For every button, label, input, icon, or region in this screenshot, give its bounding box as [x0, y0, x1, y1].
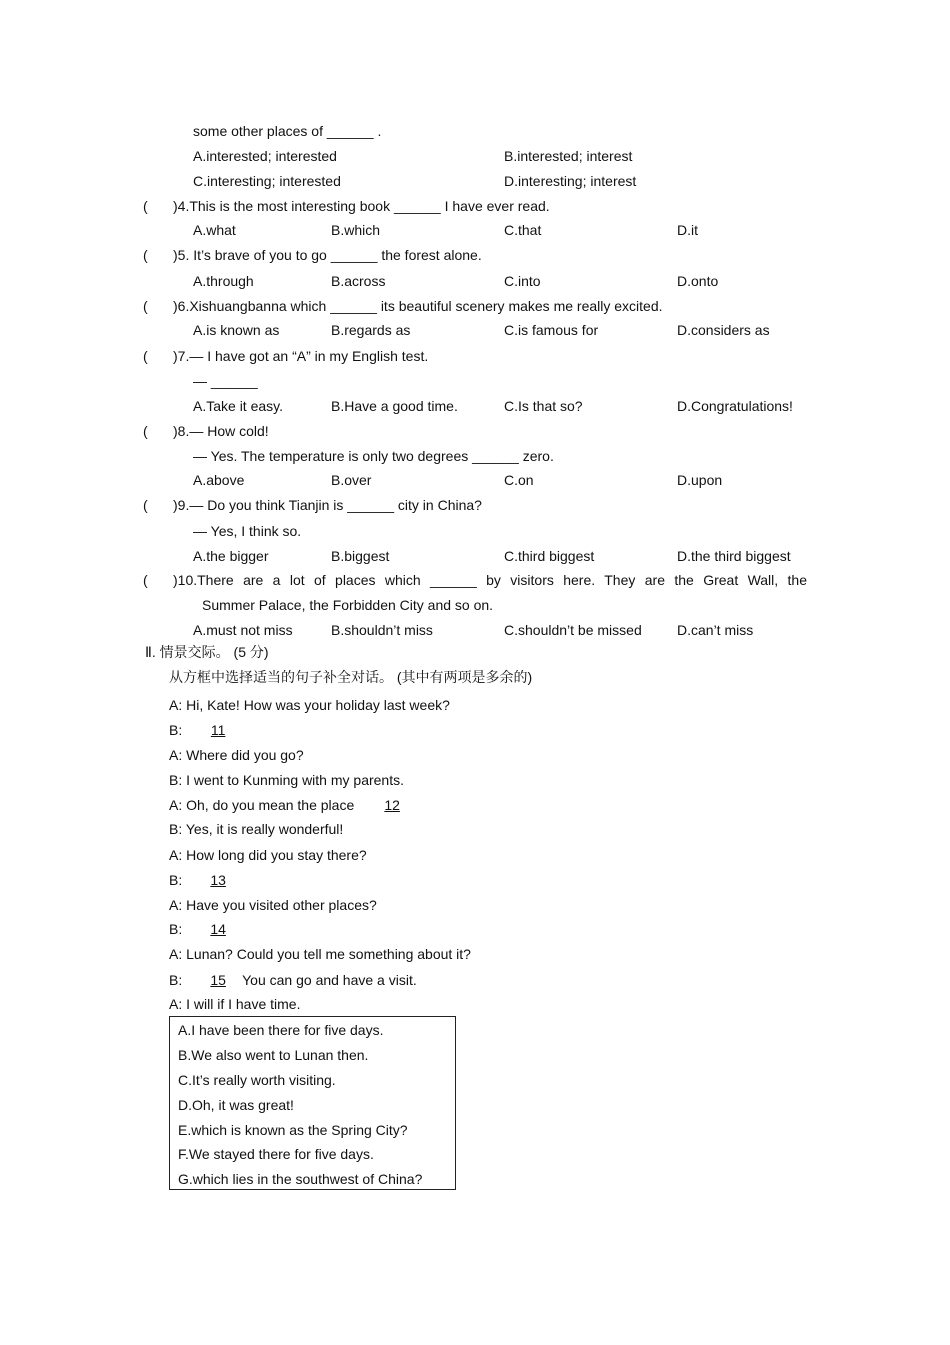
q3-option-b: B.interested; interest	[504, 148, 633, 164]
choice-c: C.It’s really worth visiting.	[178, 1072, 336, 1088]
q5-stem: )5. It’s brave of you to go ______ the forest alone.	[173, 247, 482, 263]
choice-d: D.Oh, it was great!	[178, 1097, 294, 1113]
q8-reply: — Yes. The temperature is only two degrees ______ zero.	[193, 448, 554, 464]
q10-option-a: A.must not miss	[193, 622, 293, 638]
q6-option-b: B.regards as	[331, 322, 411, 338]
answer-blank-15[interactable]: 15	[210, 972, 226, 988]
q9-paren: (	[143, 497, 148, 513]
choice-b: B.We also went to Lunan then.	[178, 1047, 369, 1063]
q4-option-d: D.it	[677, 222, 698, 238]
speaker-label: B:	[169, 722, 183, 738]
dialogue-suffix: You can go and have a visit.	[242, 972, 417, 988]
q5-option-c: C.into	[504, 273, 541, 289]
answer-blank-12[interactable]: 12	[384, 797, 400, 813]
q3-option-d: D.interesting; interest	[504, 173, 637, 189]
q7-option-b: B.Have a good time.	[331, 398, 458, 414]
q7-stem: )7.— I have got an “A” in my English test.	[173, 348, 429, 364]
q7-option-c: C.Is that so?	[504, 398, 583, 414]
q4-stem: )4.This is the most interesting book ______ I have ever read.	[173, 198, 550, 214]
q8-option-a: A.above	[193, 472, 245, 488]
q6-option-d: D.considers as	[677, 322, 770, 338]
q5-option-a: A.through	[193, 273, 254, 289]
q10-option-b: B.shouldn’t miss	[331, 622, 433, 638]
q3-option-a: A.interested; interested	[193, 148, 337, 164]
q10-option-d: D.can’t miss	[677, 622, 754, 638]
q4-paren: (	[143, 198, 148, 214]
q4-option-c: C.that	[504, 222, 542, 238]
dialogue-prefix: A: Oh, do you mean the place	[169, 797, 355, 813]
answer-blank-14[interactable]: 14	[210, 921, 226, 937]
dialogue-line-12	[169, 971, 417, 989]
dialogue-line-9: A: Have you visited other places?	[169, 897, 377, 913]
q3-option-c: C.interesting; interested	[193, 173, 341, 189]
dialogue-line-6: B: Yes, it is really wonderful!	[169, 821, 344, 837]
q10-paren: (	[143, 572, 148, 588]
q7-reply: — ______	[193, 373, 258, 389]
q8-stem: )8.— How cold!	[173, 423, 269, 439]
q8-paren: (	[143, 423, 148, 439]
choice-e: E.which is known as the Spring City?	[178, 1122, 408, 1138]
q5-option-d: D.onto	[677, 273, 719, 289]
q8-option-b: B.over	[331, 472, 372, 488]
q4-option-b: B.which	[331, 222, 381, 238]
q8-option-d: D.upon	[677, 472, 723, 488]
q4-option-a: A.what	[193, 222, 236, 238]
dialogue-line-11: A: Lunan? Could you tell me something about it?	[169, 946, 471, 962]
q6-stem: )6.Xishuangbanna which ______ its beautiful scenery makes me really excited.	[173, 298, 663, 314]
choice-g: G.which lies in the southwest of China?	[178, 1171, 423, 1187]
q7-paren: (	[143, 348, 148, 364]
dialogue-line-4: B: I went to Kunming with my parents.	[169, 772, 404, 788]
answer-blank-13[interactable]: 13	[210, 872, 226, 888]
q9-option-b: B.biggest	[331, 548, 390, 564]
q6-paren: (	[143, 298, 148, 314]
dialogue-line-5	[169, 796, 416, 814]
dialogue-line-7: A: How long did you stay there?	[169, 847, 367, 863]
q9-stem: )9.— Do you think Tianjin is ______ city in China?	[173, 497, 482, 513]
q3-stem-continuation: some other places of ______ .	[193, 123, 382, 139]
speaker-label: B:	[169, 972, 183, 988]
q9-reply: — Yes, I think so.	[193, 523, 302, 539]
speaker-label: B:	[169, 872, 183, 888]
section-instruction: 从方框中选择适当的句子补全对话。 (其中有两项是多余的)	[169, 669, 533, 685]
dialogue-line-10	[169, 920, 242, 938]
choice-a: A.I have been there for five days.	[178, 1022, 384, 1038]
q8-option-c: C.on	[504, 472, 534, 488]
q9-option-d: D.the third biggest	[677, 548, 791, 564]
dialogue-line-2	[169, 721, 242, 739]
q10-stem-continuation: Summer Palace, the Forbidden City and so on.	[202, 597, 494, 613]
q6-option-a: A.is known as	[193, 322, 280, 338]
q7-option-d: D.Congratulations!	[677, 398, 793, 414]
dialogue-line-3: A: Where did you go?	[169, 747, 304, 763]
q10-stem: )10.There are a lot of places which ______ by visitors here. They are the Great Wall, the	[173, 572, 807, 588]
q5-option-b: B.across	[331, 273, 386, 289]
speaker-label: B:	[169, 921, 183, 937]
dialogue-line-1: A: Hi, Kate! How was your holiday last week?	[169, 697, 450, 713]
dialogue-line-8	[169, 871, 242, 889]
q9-option-c: C.third biggest	[504, 548, 595, 564]
q9-option-a: A.the bigger	[193, 548, 269, 564]
q6-option-c: C.is famous for	[504, 322, 599, 338]
choices-box	[169, 1016, 456, 1190]
dialogue-line-13: A: I will if I have time.	[169, 996, 301, 1012]
q10-option-c: C.shouldn’t be missed	[504, 622, 642, 638]
q5-paren: (	[143, 247, 148, 263]
answer-blank-11[interactable]: 11	[210, 722, 226, 738]
section-heading: Ⅱ. 情景交际。 (5 分)	[145, 644, 269, 660]
choice-f: F.We stayed there for five days.	[178, 1146, 374, 1162]
q7-option-a: A.Take it easy.	[193, 398, 284, 414]
